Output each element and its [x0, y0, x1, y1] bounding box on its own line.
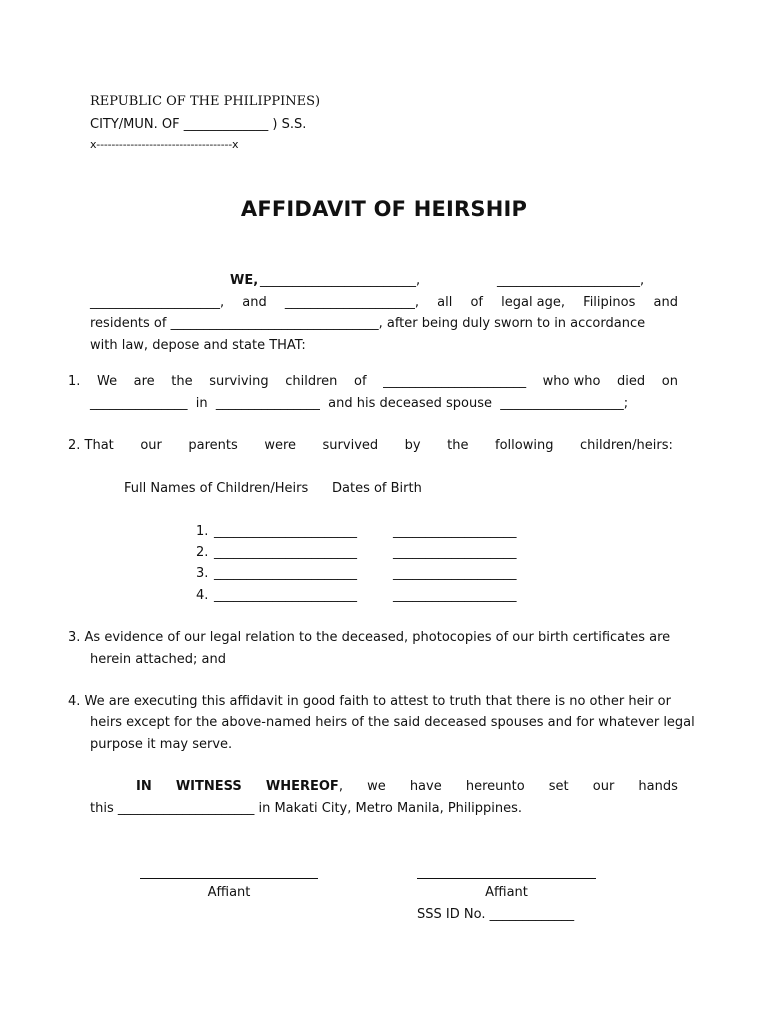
item-1-w5: children [285, 374, 338, 389]
heirs-column-dates: Dates of Birth [332, 481, 422, 496]
signature-label-left: Affiant [207, 885, 251, 900]
heirs-column-names: Full Names of Children/Heirs [124, 481, 309, 496]
intro-line-2-w5: legal age, [501, 295, 566, 310]
item-1-w6: of [353, 374, 367, 389]
item-3-line-2: herein attached; and [90, 652, 227, 667]
heir-row-4-date: ___________________ [393, 588, 517, 603]
document-title: AFFIDAVIT OF HEIRSHIP [240, 197, 528, 221]
witness-w4: our [592, 779, 615, 794]
item-1-w1: We [96, 374, 118, 389]
intro-line-2-w1: and [242, 295, 267, 310]
item-2-w5: by [404, 438, 421, 453]
item-2-line-1 [68, 438, 673, 453]
witness-word: WITNESS [175, 779, 242, 794]
witness-w0: we [367, 779, 386, 794]
witness-line-2: this _____________________ in Makati City, Metro Manila, Philippines. [90, 801, 523, 816]
item-1-w9: died [617, 374, 646, 389]
witness-w1: have [409, 779, 442, 794]
header-city: CITY/MUN. OF _____________ ) S.S. [90, 117, 307, 132]
item-1-line-2: _______________ in ________________ and his deceased spouse ___________________; [90, 396, 629, 411]
intro-blank-b: ______________________, [497, 273, 645, 288]
heir-row-2-date: ___________________ [393, 545, 517, 560]
item-1-w8: who who [542, 374, 601, 389]
intro-line-2-w6: Filipinos [583, 295, 636, 310]
intro-line-3: residents of ________________________________, after being duly sworn to in accordance [90, 316, 646, 331]
witness-whereof: WHEREOF [265, 779, 339, 794]
intro-we: WE, [230, 273, 259, 288]
item-2-w7: following [495, 438, 554, 453]
witness-line-1 [136, 779, 678, 794]
item-2-w1: our [140, 438, 162, 453]
intro-line-2-w4: of [470, 295, 483, 310]
intro-line-2-w0: ____________________, [90, 295, 225, 310]
intro-line-4: with law, depose and state THAT: [90, 338, 306, 353]
witness-in: IN [136, 779, 152, 794]
item-1-w2: are [133, 374, 155, 389]
signature-label-right: Affiant [485, 885, 528, 900]
item-2-w8: children/heirs: [580, 438, 673, 453]
witness-w3: set [548, 779, 569, 794]
item-1-w10: on [661, 374, 678, 389]
item-4-line-2: heirs except for the above-named heirs of the said deceased spouses and for whatever legal [90, 715, 695, 730]
item-2-w0: 2. That [68, 438, 114, 453]
item-1-w0: 1. [68, 374, 81, 389]
heir-row-3-name: ______________________ [214, 566, 357, 581]
item-2-w3: were [264, 438, 296, 453]
heir-row-4-name: ______________________ [214, 588, 357, 603]
witness-w5: hands [638, 779, 678, 794]
heir-row-2-num: 2. [196, 545, 209, 560]
signature-line-right [417, 878, 596, 879]
heir-row-2-name: ______________________ [214, 545, 357, 560]
item-2-w6: the [447, 438, 469, 453]
witness-whereof-group [266, 779, 343, 794]
intro-line-2 [90, 295, 678, 310]
item-4-line-1: 4. We are executing this affidavit in good faith to attest to truth that there is no other heir or [68, 694, 671, 709]
heir-row-1-name: ______________________ [214, 524, 357, 539]
intro-line-2-w7: and [653, 295, 678, 310]
item-1-w7: ______________________ [383, 374, 527, 389]
heir-row-1-num: 1. [196, 524, 209, 539]
header-separator: x------------------------------------x [90, 138, 239, 151]
item-1-w3: the [171, 374, 193, 389]
heir-row-1-date: ___________________ [393, 524, 517, 539]
item-3-line-1: 3. As evidence of our legal relation to the deceased, photocopies of our birth certificates are [68, 630, 671, 645]
heir-row-4-num: 4. [196, 588, 209, 603]
header-republic: REPUBLIC OF THE PHILIPPINES) [90, 94, 321, 109]
item-1-w4: surviving [209, 374, 269, 389]
witness-comma: , [338, 779, 343, 794]
witness-w2: hereunto [465, 779, 525, 794]
signature-line-left [140, 878, 318, 879]
intro-line-2-w3: all [437, 295, 453, 310]
item-1-line-1 [68, 374, 678, 389]
item-2-w4: survived [322, 438, 379, 453]
sss-id-field: SSS ID No. _____________ [417, 907, 575, 922]
item-4-line-3: purpose it may serve. [90, 737, 233, 752]
intro-line-2-w2: ____________________, [284, 295, 419, 310]
heir-row-3-date: ___________________ [393, 566, 517, 581]
heir-row-3-num: 3. [196, 566, 209, 581]
item-2-w2: parents [188, 438, 238, 453]
intro-blank-a: ________________________, [260, 273, 421, 288]
